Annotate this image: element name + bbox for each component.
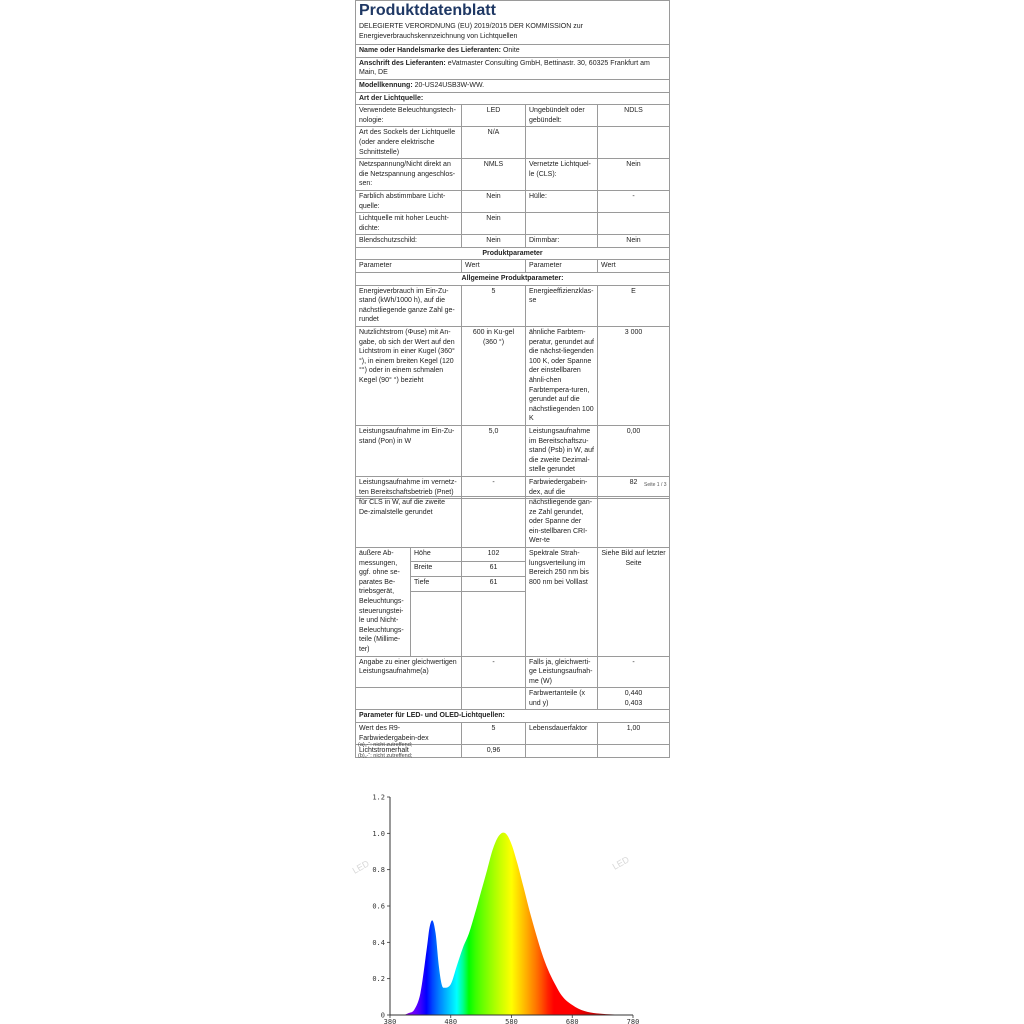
supplier-name-row: [356, 45, 670, 58]
type-param-value-2: Nein: [598, 159, 670, 191]
general-param-value-2: 82: [598, 476, 670, 498]
equiv-label-2: Falls ja, gleichwerti-ge Leistungsaufnah-me (W): [526, 656, 598, 688]
type-param-value-2: [598, 213, 670, 235]
general-param-label-2: Leistungsaufnahme im Bereitschaftszu-stand (Psb) in W, auf die zweite Dezimal-stelle gerundet: [526, 425, 598, 476]
dimensions-label: äußere Ab-messungen, ggf. ohne se-parates Be-triebsgerät, Beleuchtungs-steuerungstei-le und Nicht-Beleuchtungs-teile (Millime-ter): [356, 547, 411, 656]
type-param-value-2: [598, 127, 670, 159]
general-rows: [356, 285, 670, 498]
datasheet-page-2: [355, 496, 669, 758]
type-param-label: Netzspannung/Nicht direkt an die Netzspannung angeschlos-sen:: [356, 159, 462, 191]
width-value: 61: [462, 562, 526, 577]
width-label: Breite: [411, 562, 462, 577]
table-row: [356, 127, 670, 159]
x-tick-label: 680: [565, 1018, 579, 1024]
type-heading: Art der Lichtquelle:: [356, 92, 670, 105]
watermark-left: LED: [350, 858, 371, 876]
supplier-address-label: Anschrift des Lieferanten:: [359, 59, 446, 67]
table-row: [356, 688, 670, 710]
general-param-label-2: Farbwiedergabein-dex, auf die: [526, 476, 598, 498]
height-label: Höhe: [411, 547, 462, 562]
lumen-maintenance-label: Lichtstromerhalt: [356, 745, 462, 758]
equiv-value: -: [462, 656, 526, 688]
spectrum-value: Siehe Bild auf letzter Seite: [598, 547, 670, 656]
regulation-text: DELEGIERTE VERORDNUNG (EU) 2019/2015 DER KOMMISSION zur Energieverbrauchskennzeichnung von Lichtquellen: [359, 23, 583, 40]
dimensions-filler-2: [462, 591, 526, 656]
type-param-label: Farblich abstimmbare Licht-quelle:: [356, 190, 462, 212]
table-row: [356, 285, 670, 326]
general-param-label: Leistungsaufnahme im vernetz-ten Bereitschaftsbetrieb (Pnet): [356, 476, 462, 498]
supplier-name-label: Name oder Handelsmarke des Lieferanten:: [359, 47, 501, 55]
spectrum-label: Spektrale Strah-lungsverteilung im Bereich 250 nm bis 800 nm bei Volllast: [526, 547, 598, 656]
r9-label: Wert des R9-Farbwiedergabein-dex: [356, 723, 462, 745]
chroma-value: [598, 688, 670, 710]
cont-label-2: nächstliegende gan-ze Zahl gerundet, oder Spanne der ein-stellbaren CRI-Wer-te: [526, 497, 598, 548]
col-header-value-2: Wert: [598, 260, 670, 273]
chroma-x: 0,440: [624, 690, 643, 698]
lumen-maintenance-value: 0,96: [462, 745, 526, 758]
spectrum-chart: [355, 788, 645, 1024]
chroma-label: Farbwertanteile (x und y): [526, 688, 598, 710]
general-param-value: 600 in Ku-gel (360 °): [462, 327, 526, 426]
table-row: [356, 547, 670, 562]
type-param-label-2: Vernetzte Lichtquel-le (CLS):: [526, 159, 598, 191]
equiv-label: Angabe zu einer gleichwertigen Leistungsaufnahme(a): [356, 656, 462, 688]
supplier-name: Onite: [502, 47, 520, 55]
table-row: [356, 105, 670, 127]
general-param-value-2: 3 000: [598, 327, 670, 426]
page-number: Seite 1 / 3: [644, 482, 667, 488]
model-label: Modellkennung:: [359, 81, 413, 89]
type-param-label: Lichtquelle mit hoher Leucht-dichte:: [356, 213, 462, 235]
empty-cell: [526, 745, 598, 758]
supplier-address: eVatmaster Consulting GmbH, Bettinastr. 30, 60325 Frankfurt am Main, DE: [359, 59, 650, 77]
type-param-label: Verwendete Beleuchtungstech-nologie:: [356, 105, 462, 127]
y-tick-label: 0.8: [372, 866, 385, 875]
table-row: [356, 235, 670, 248]
type-param-value: Nein: [462, 213, 526, 235]
table-row: [356, 213, 670, 235]
type-param-label-2: [526, 213, 598, 235]
type-param-value-2: -: [598, 190, 670, 212]
type-param-label-2: Dimmbar:: [526, 235, 598, 248]
x-tick-label: 580: [505, 1018, 518, 1024]
x-tick-label: 780: [626, 1018, 640, 1024]
general-param-value: -: [462, 476, 526, 498]
type-param-label: Art des Sockels der Lichtquelle (oder andere elektrische Schnittstelle): [356, 127, 462, 159]
y-tick-label: 0.6: [372, 902, 385, 911]
cont-value-2: [598, 497, 670, 548]
chart-layer: [372, 794, 639, 1024]
general-param-value-2: E: [598, 285, 670, 326]
y-tick-label: 1.2: [372, 793, 385, 802]
model-row: [356, 79, 670, 92]
type-param-label-2: [526, 127, 598, 159]
datasheet-table-2: [355, 496, 670, 758]
product-params-heading: Produktparameter: [356, 247, 670, 260]
spectrum-area: [390, 833, 633, 1015]
lifetime-value: 1,00: [598, 723, 670, 745]
general-param-label: Energieverbrauch im Ein-Zu-stand (kWh/1000 h), auf die nächstliegende ganze Zahl ge-rundet: [356, 285, 462, 326]
type-param-value: LED: [462, 105, 526, 127]
y-tick-label: 0.2: [372, 975, 385, 984]
cont-value: [462, 497, 526, 548]
type-param-label-2: Hülle:: [526, 190, 598, 212]
height-value: 102: [462, 547, 526, 562]
general-param-label: Nutzlichtstrom (Φuse) mit An-gabe, ob sich der Wert auf den Lichtstrom in einer Kugel (360° °), in einem breiten Kegel (120 °°) oder in einem schmalen Kegel (90° °) bezieht: [356, 327, 462, 426]
type-param-value: N/A: [462, 127, 526, 159]
general-param-value-2: 0,00: [598, 425, 670, 476]
table-row: [356, 425, 670, 476]
table-row: [356, 190, 670, 212]
footnote-b: (b)„-“: nicht zutreffend;: [358, 753, 413, 759]
model-id: 20-US24USB3W-WW.: [414, 81, 485, 89]
chroma-y: 0,403: [624, 699, 643, 707]
x-tick-label: 480: [444, 1018, 458, 1024]
type-rows: [356, 105, 670, 248]
type-param-value-2: Nein: [598, 235, 670, 248]
general-param-label: Leistungsaufnahme im Ein-Zu-stand (Pon) in W: [356, 425, 462, 476]
type-param-value: Nein: [462, 235, 526, 248]
led-params-heading: Parameter für LED- und OLED-Lichtquellen:: [356, 710, 670, 723]
cont-label: für CLS in W, auf die zweite De-zimalstelle gerundet: [356, 497, 462, 548]
footnote-a: (a)„-“: nicht zutreffend;: [358, 742, 413, 748]
watermark-right: LED: [610, 854, 631, 872]
table-row: [356, 159, 670, 191]
dimensions-filler: [411, 591, 462, 656]
supplier-address-row: [356, 57, 670, 79]
type-param-value-2: NDLS: [598, 105, 670, 127]
page-title: Produktdatenblatt: [359, 2, 496, 19]
y-tick-label: 0: [380, 1011, 385, 1020]
lifetime-label: Lebensdauerfaktor: [526, 723, 598, 745]
type-param-value: NMLS: [462, 159, 526, 191]
r9-value: 5: [462, 723, 526, 745]
table-row: [356, 327, 670, 426]
col-header-param: Parameter: [356, 260, 462, 273]
type-param-value: Nein: [462, 190, 526, 212]
datasheet-page-1: [355, 0, 669, 499]
type-param-label-2: Ungebündelt oder gebündelt:: [526, 105, 598, 127]
type-param-label: Blendschutzschild:: [356, 235, 462, 248]
col-header-param-2: Parameter: [526, 260, 598, 273]
equiv-value-2: -: [598, 656, 670, 688]
depth-label: Tiefe: [411, 576, 462, 591]
empty-cell-2: [598, 745, 670, 758]
general-param-label-2: ähnliche Farbtem-peratur, gerundet auf die nächst-liegenden 100 K, oder Spanne der einstellbaren ähnli-chen Farbtempera-turen, gerundet auf die nächstliegenden 100 K: [526, 327, 598, 426]
y-tick-label: 1.0: [372, 829, 385, 838]
x-tick-label: 380: [383, 1018, 397, 1024]
chroma-empty: [356, 688, 462, 710]
y-tick-label: 0.4: [372, 938, 385, 947]
table-row: [356, 656, 670, 688]
datasheet-table-1: [355, 0, 670, 499]
depth-value: 61: [462, 576, 526, 591]
general-param-value: 5: [462, 285, 526, 326]
table-row: [356, 497, 670, 548]
col-header-value: Wert: [462, 260, 526, 273]
general-param-value: 5,0: [462, 425, 526, 476]
general-param-label-2: Energieeffizienzklas-se: [526, 285, 598, 326]
chroma-empty-2: [462, 688, 526, 710]
general-params-heading: Allgemeine Produktparameter:: [356, 273, 670, 286]
